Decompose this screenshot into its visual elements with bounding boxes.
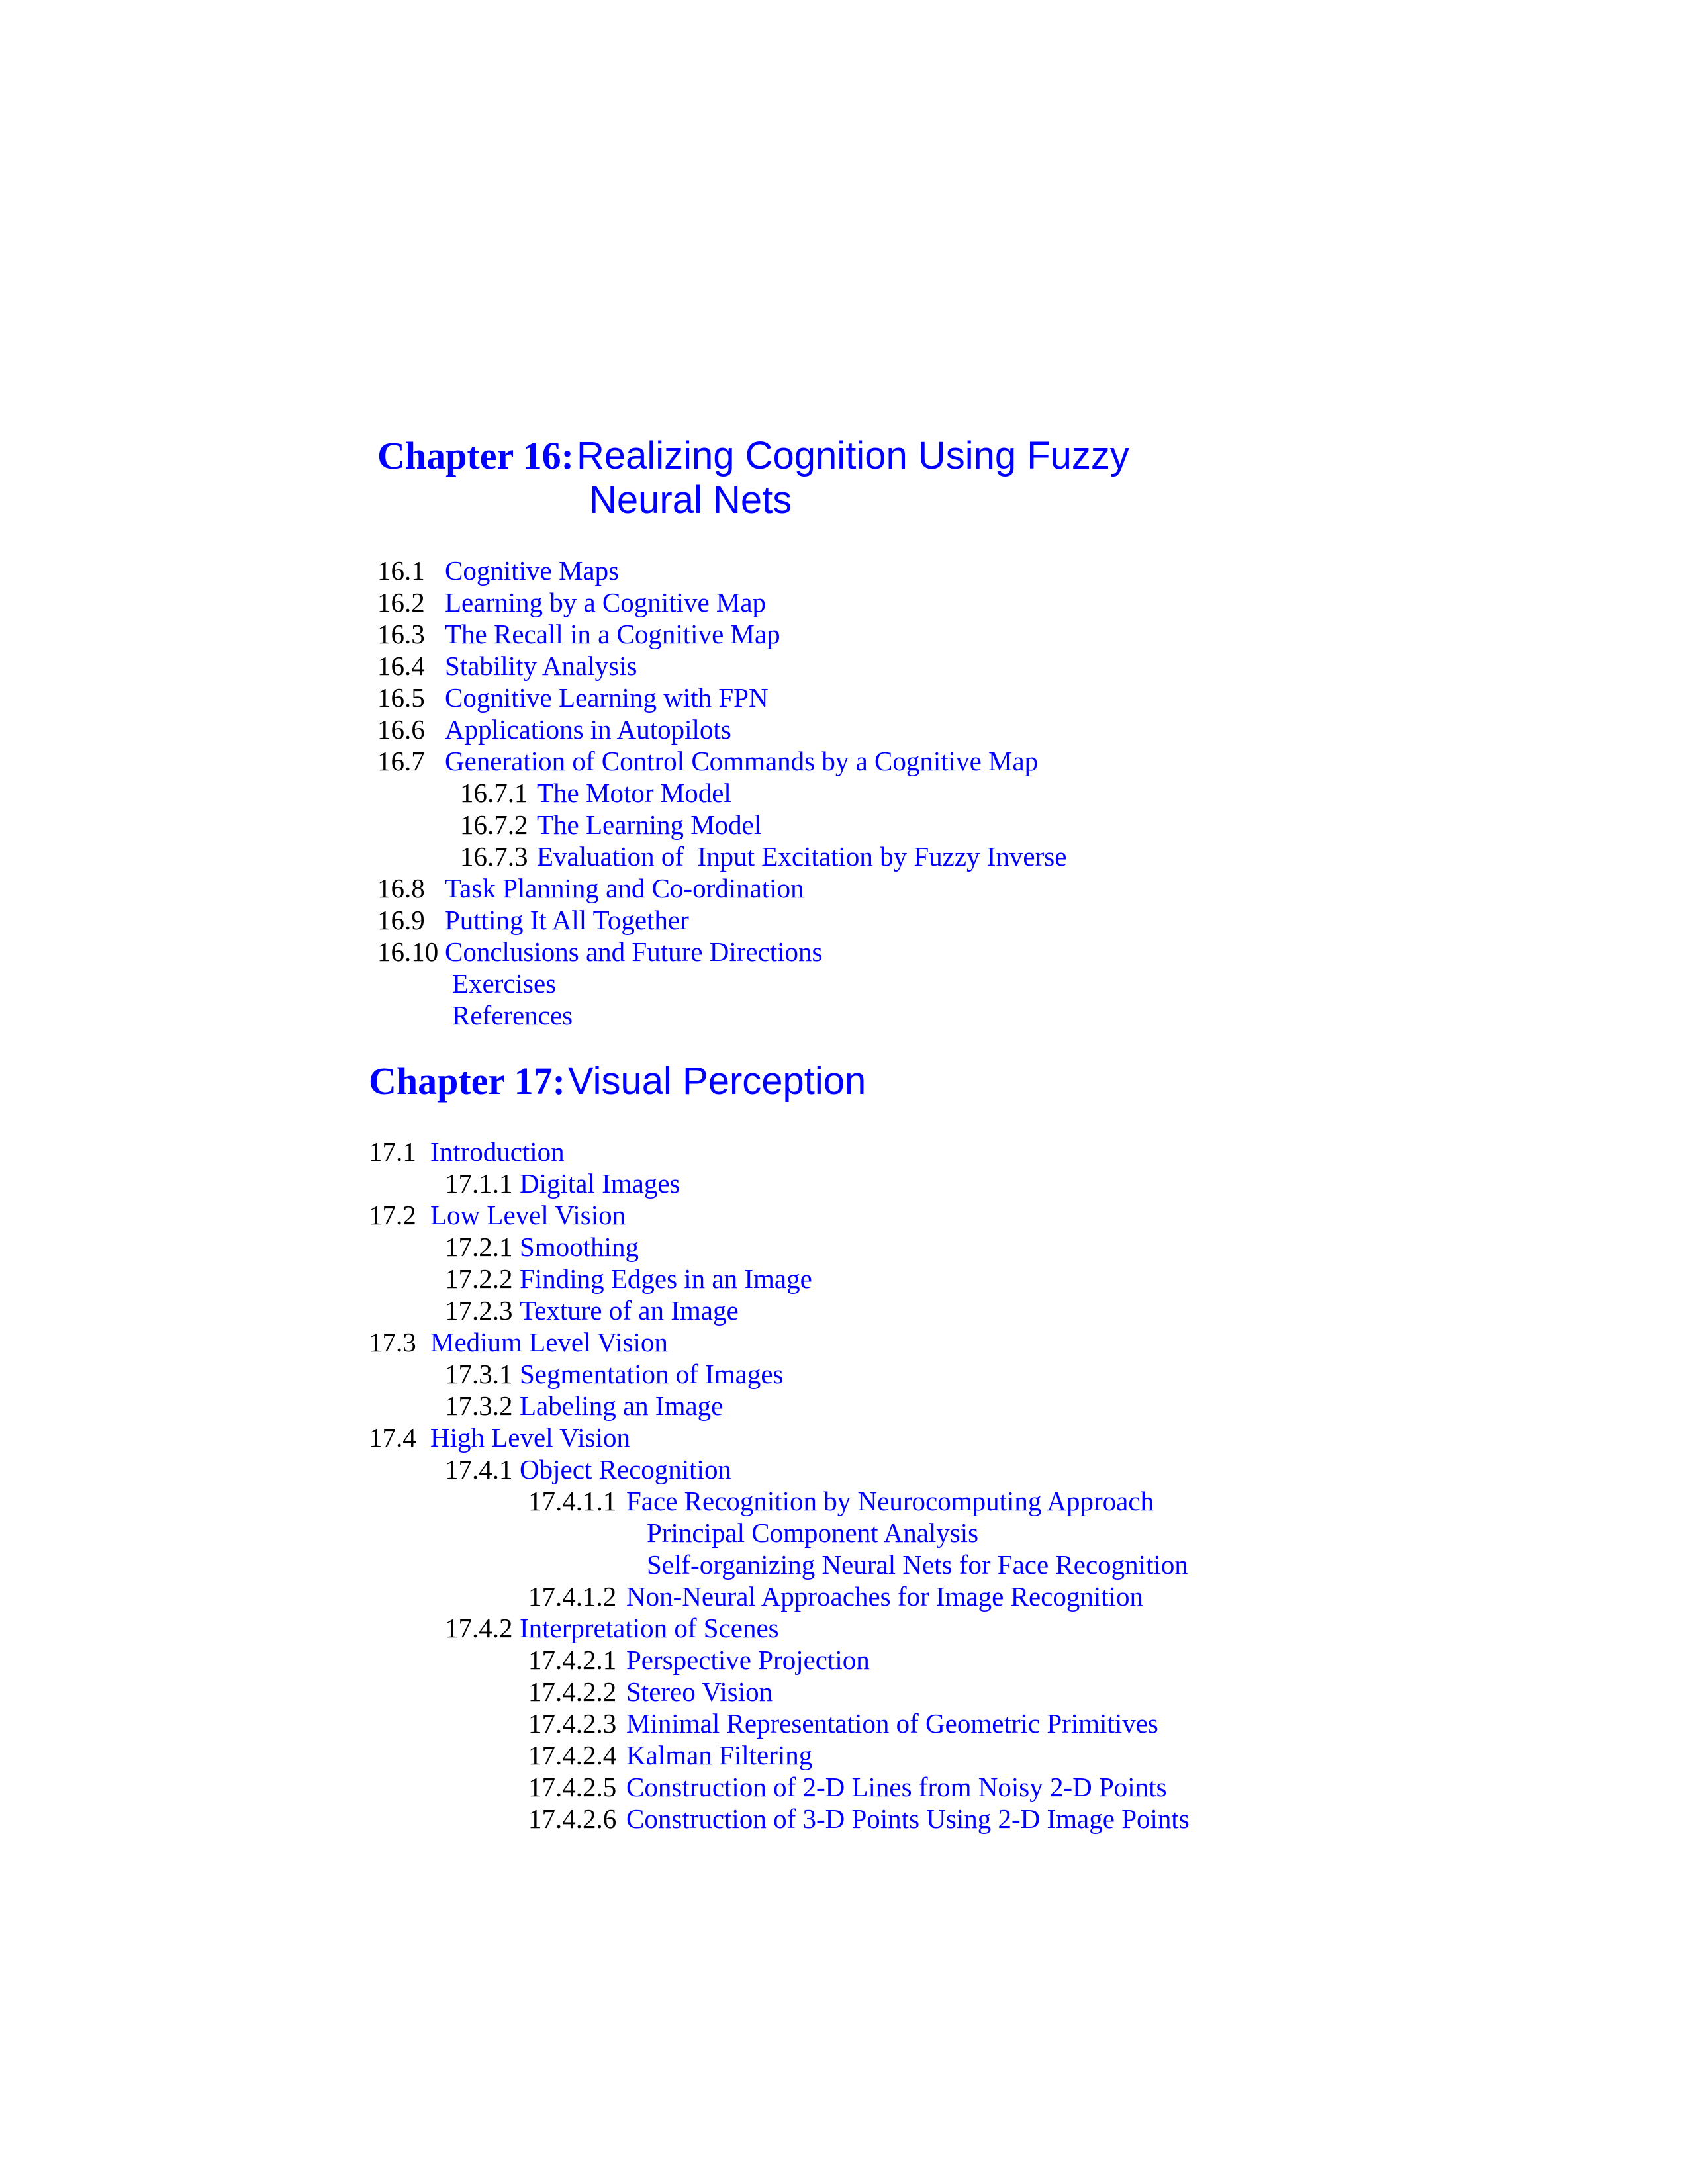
section-number: 17.4.2.2 (528, 1676, 617, 1707)
section-link[interactable]: Interpretation of Scenes (520, 1613, 779, 1643)
section-number: 16.3 (377, 619, 425, 649)
section-link[interactable]: Object Recognition (520, 1454, 731, 1484)
toc-entry-17-2-1[interactable] (445, 1231, 639, 1263)
section-number: 17.4.2.1 (528, 1645, 617, 1675)
toc-entry-16-7-1[interactable] (460, 777, 731, 809)
toc-entry-16-7-3[interactable] (460, 841, 1066, 872)
toc-entry-pca[interactable] (647, 1517, 978, 1549)
toc-entry-17-4-2-4[interactable] (528, 1739, 812, 1771)
chapter-16-title-line1: Realizing Cognition Using Fuzzy (576, 434, 1129, 477)
chapter-17-title: Visual Perception (567, 1060, 867, 1103)
toc-entry-17-2-3[interactable] (445, 1295, 739, 1326)
toc-entry-16-3[interactable] (377, 618, 780, 650)
section-number: 17.4 (369, 1422, 416, 1453)
chapter-17-label: Chapter 17: (369, 1060, 565, 1103)
toc-entry-16-4[interactable] (377, 650, 637, 682)
toc-entry-17-2[interactable] (369, 1199, 626, 1231)
section-number: 16.1 (377, 555, 425, 586)
toc-entry-17-1-1[interactable] (445, 1167, 680, 1199)
section-link[interactable]: Segmentation of Images (520, 1359, 784, 1389)
section-link[interactable]: Low Level Vision (430, 1200, 626, 1230)
chapter-16-heading[interactable] (377, 433, 1129, 478)
toc-entry-17-4-2-6[interactable] (528, 1803, 1190, 1835)
section-number: 17.4.2 (445, 1613, 513, 1643)
section-number: 17.1.1 (445, 1168, 513, 1199)
toc-entry-16-9[interactable] (377, 904, 689, 936)
section-number: 17.4.1 (445, 1454, 513, 1484)
section-link[interactable]: Smoothing (520, 1232, 639, 1262)
toc-entry-16-7[interactable] (377, 745, 1038, 777)
section-link[interactable]: Stability Analysis (445, 651, 637, 681)
section-number: 17.1 (369, 1136, 416, 1167)
section-link[interactable]: Applications in Autopilots (445, 714, 731, 745)
section-link[interactable]: High Level Vision (430, 1422, 630, 1453)
toc-entry-17-4-2[interactable] (445, 1612, 779, 1644)
toc-entry-16-7-2[interactable] (460, 809, 761, 841)
section-number: 17.2 (369, 1200, 416, 1230)
section-link[interactable]: Construction of 3-D Points Using 2-D Image Points (626, 1803, 1190, 1834)
section-number: 16.6 (377, 714, 425, 745)
section-number: 17.4.1.1 (528, 1486, 617, 1516)
section-link[interactable]: Stereo Vision (626, 1676, 773, 1707)
section-link[interactable]: Generation of Control Commands by a Cognitive Map (445, 746, 1039, 776)
toc-entry-17-4-2-1[interactable] (528, 1644, 870, 1676)
section-link[interactable]: Texture of an Image (520, 1295, 739, 1326)
toc-entry-17-3-1[interactable] (445, 1358, 784, 1390)
section-link[interactable]: Kalman Filtering (626, 1740, 813, 1770)
section-link[interactable]: Cognitive Learning with FPN (445, 682, 769, 713)
section-number: 16.4 (377, 651, 425, 681)
section-number: 17.2.1 (445, 1232, 513, 1262)
section-number: 17.4.2.5 (528, 1772, 617, 1802)
section-number: 17.3 (369, 1327, 416, 1357)
section-link[interactable]: Putting It All Together (445, 905, 689, 935)
section-link[interactable]: Face Recognition by Neurocomputing Approach (626, 1486, 1154, 1516)
section-number: 17.4.1.2 (528, 1581, 617, 1612)
section-number: 17.4.2.3 (528, 1708, 617, 1739)
toc-entry-17-4-2-5[interactable] (528, 1771, 1167, 1803)
section-link[interactable]: Principal Component Analysis (647, 1518, 979, 1548)
section-link[interactable]: The Recall in a Cognitive Map (445, 619, 780, 649)
section-link[interactable]: Learning by a Cognitive Map (445, 587, 767, 617)
section-link[interactable]: Evaluation of Input Excitation by Fuzzy Inverse (537, 841, 1067, 872)
section-number: 16.7 (377, 746, 425, 776)
toc-entry-17-2-2[interactable] (445, 1263, 812, 1295)
section-number: 17.3.1 (445, 1359, 513, 1389)
toc-entry-16-5[interactable] (377, 682, 769, 713)
toc-entry-17-3-2[interactable] (445, 1390, 723, 1422)
toc-entry-16-6[interactable] (377, 713, 731, 745)
toc-entry-references[interactable] (452, 999, 573, 1031)
section-link[interactable]: The Motor Model (537, 778, 731, 808)
section-number: 17.2.3 (445, 1295, 513, 1326)
toc-entry-16-8[interactable] (377, 872, 804, 904)
section-number: 16.5 (377, 682, 425, 713)
toc-entry-som-face[interactable] (647, 1549, 1188, 1580)
section-link[interactable]: Cognitive Maps (445, 555, 620, 586)
references-link[interactable]: References (452, 1000, 573, 1030)
section-number: 17.2.2 (445, 1263, 513, 1294)
toc-entry-17-4-1[interactable] (445, 1453, 731, 1485)
toc-entry-17-4-2-2[interactable] (528, 1676, 773, 1707)
section-link[interactable]: Conclusions and Future Directions (445, 936, 823, 967)
toc-entry-17-4[interactable] (369, 1422, 630, 1453)
chapter-16-title-line2[interactable]: Neural Nets (589, 478, 792, 522)
section-number: 16.7.2 (460, 809, 528, 840)
chapter-16-label: Chapter 16: (377, 434, 574, 477)
section-link[interactable]: Minimal Representation of Geometric Primitives (626, 1708, 1158, 1739)
section-link[interactable]: Non-Neural Approaches for Image Recognition (626, 1581, 1144, 1612)
toc-entry-16-10[interactable] (377, 936, 823, 968)
section-number: 17.3.2 (445, 1390, 513, 1421)
section-number: 16.7.3 (460, 841, 528, 872)
section-link[interactable]: Labeling an Image (520, 1390, 724, 1421)
toc-entry-17-4-2-3[interactable] (528, 1707, 1158, 1739)
exercises-link[interactable]: Exercises (452, 968, 557, 999)
toc-entry-16-2[interactable] (377, 586, 766, 618)
toc-entry-17-1[interactable] (369, 1136, 565, 1167)
section-link[interactable]: Construction of 2-D Lines from Noisy 2-D Points (626, 1772, 1167, 1802)
section-link[interactable]: Finding Edges in an Image (520, 1263, 812, 1294)
section-number: 17.4.2.4 (528, 1740, 617, 1770)
section-link[interactable]: Task Planning and Co-ordination (445, 873, 804, 903)
section-number: 17.4.2.6 (528, 1803, 617, 1834)
section-number: 16.7.1 (460, 778, 528, 808)
section-link[interactable]: Self-organizing Neural Nets for Face Recognition (647, 1549, 1188, 1580)
toc-entry-17-4-1-2[interactable] (528, 1580, 1143, 1612)
toc-entry-17-4-1-1[interactable] (528, 1485, 1154, 1517)
section-link[interactable]: The Learning Model (537, 809, 762, 840)
chapter-17-heading[interactable] (369, 1059, 866, 1103)
section-link[interactable]: Perspective Projection (626, 1645, 870, 1675)
section-link[interactable]: Digital Images (520, 1168, 680, 1199)
section-number: 16.2 (377, 587, 425, 617)
section-number: 16.9 (377, 905, 425, 935)
section-link[interactable]: Introduction (430, 1136, 565, 1167)
toc-entry-exercises[interactable] (452, 968, 556, 999)
toc-entry-17-3[interactable] (369, 1326, 668, 1358)
section-number: 16.8 (377, 873, 425, 903)
section-link[interactable]: Medium Level Vision (430, 1327, 668, 1357)
section-number: 16.10 (377, 936, 439, 967)
toc-entry-16-1[interactable] (377, 555, 619, 586)
